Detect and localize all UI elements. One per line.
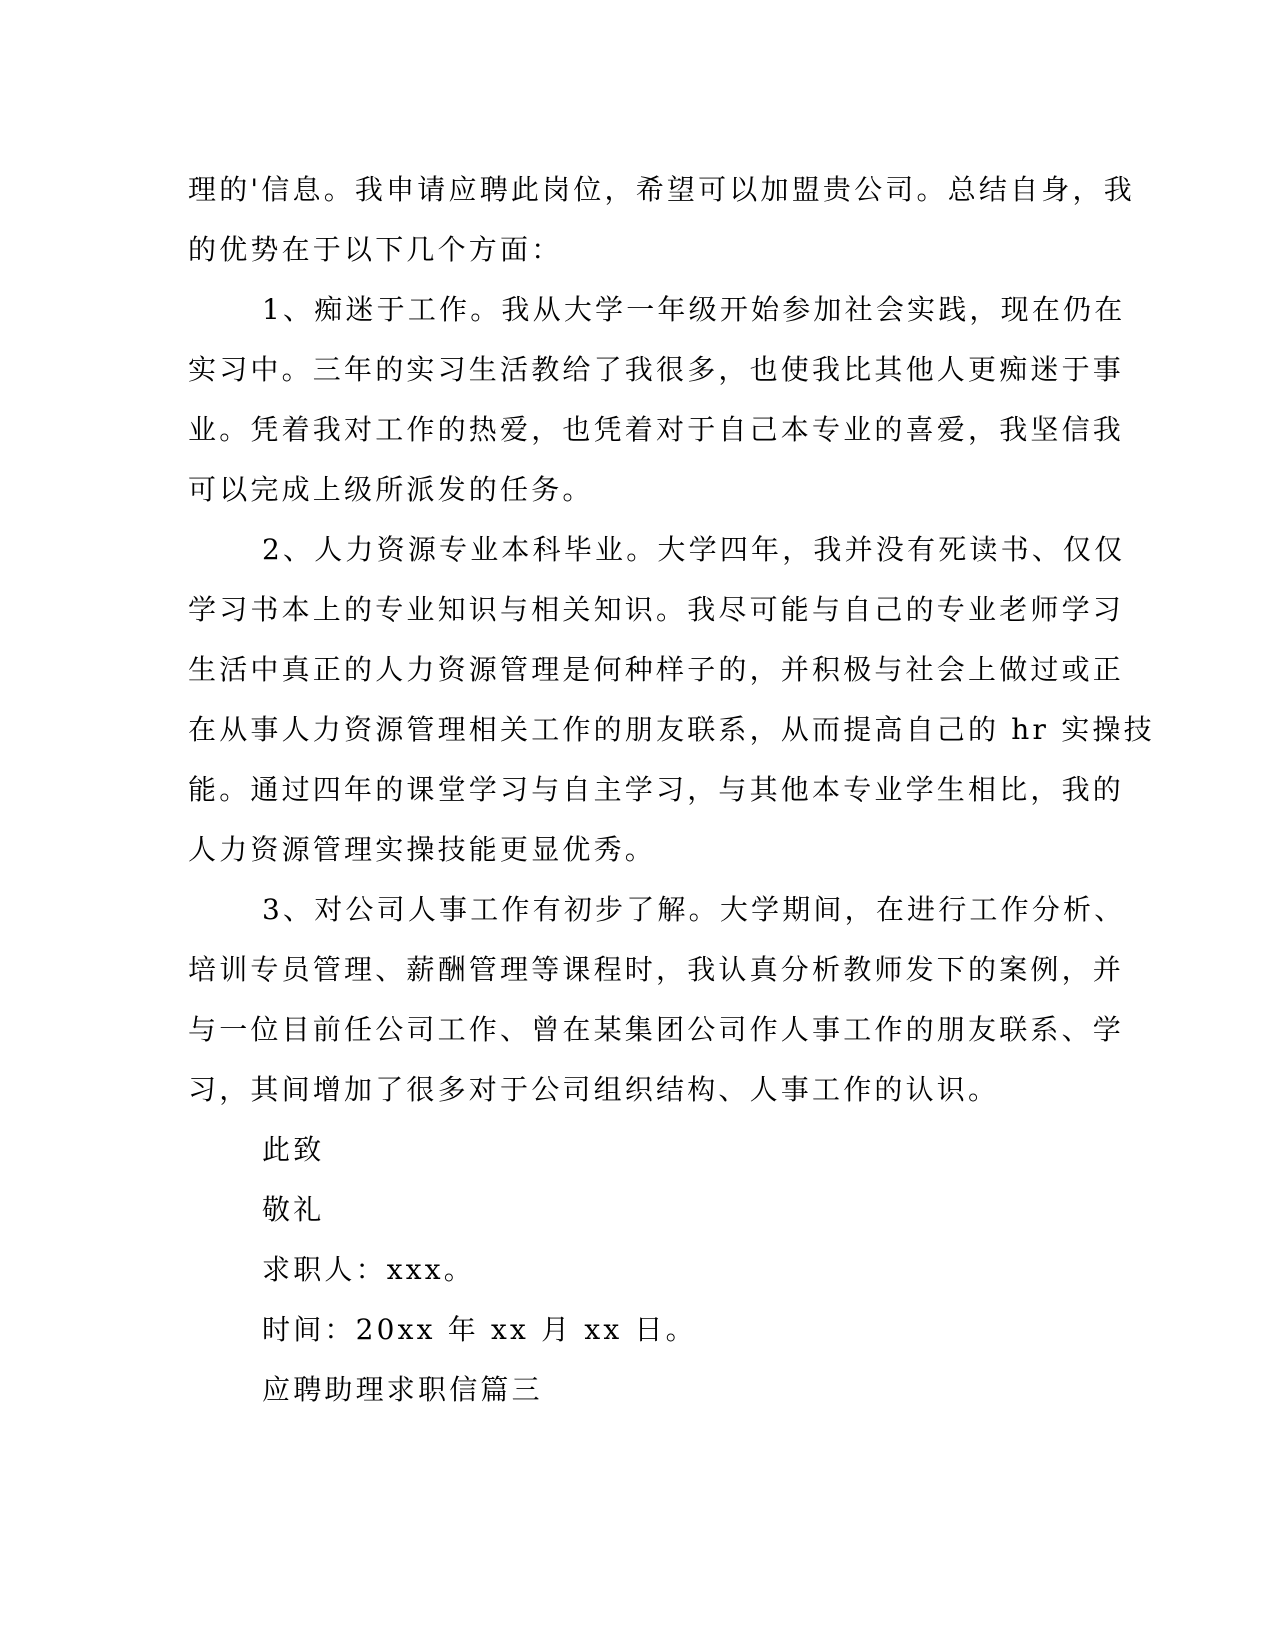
text-line: 业。凭着我对工作的热爱，也凭着对于自己本专业的喜爱，我坚信我 xyxy=(188,413,1125,446)
applicant-name: 求职人：xxx。 xyxy=(262,1253,475,1286)
text-line: 学习书本上的专业知识与相关知识。我尽可能与自己的专业老师学习 xyxy=(188,593,1125,626)
closing-regards: 敬礼 xyxy=(262,1193,325,1226)
paragraph-point-2 xyxy=(188,520,1155,880)
text-line: 理的'信息。我申请应聘此岗位，希望可以加盟贵公司。总结自身，我 xyxy=(188,173,1135,206)
paragraph-intro xyxy=(188,160,1135,280)
text-line: 在从事人力资源管理相关工作的朋友联系，从而提高自己的 hr 实操技 xyxy=(188,713,1155,746)
text-line: 培训专员管理、薪酬管理等课程时，我认真分析教师发下的案例，并 xyxy=(188,953,1125,986)
text-line: 2、人力资源专业本科毕业。大学四年，我并没有死读书、仅仅 xyxy=(262,533,1126,566)
text-line: 可以完成上级所派发的任务。 xyxy=(188,473,594,506)
text-line: 3、对公司人事工作有初步了解。大学期间，在进行工作分析、 xyxy=(262,893,1126,926)
text-line: 生活中真正的人力资源管理是何种样子的，并积极与社会上做过或正 xyxy=(188,653,1125,686)
text-line: 与一位目前任公司工作、曾在某集团公司作人事工作的朋友联系、学 xyxy=(188,1013,1125,1046)
text-line: 的优势在于以下几个方面： xyxy=(188,233,563,266)
text-line: 习，其间增加了很多对于公司组织结构、人事工作的认识。 xyxy=(188,1073,1000,1106)
text-line: 实习中。三年的实习生活教给了我很多，也使我比其他人更痴迷于事 xyxy=(188,353,1125,386)
paragraph-point-3 xyxy=(188,880,1126,1120)
closing-salutation: 此致 xyxy=(262,1133,325,1166)
text-line: 人力资源管理实操技能更显优秀。 xyxy=(188,833,657,866)
next-section-heading: 应聘助理求职信篇三 xyxy=(262,1373,543,1406)
text-line: 1、痴迷于工作。我从大学一年级开始参加社会实践，现在仍在 xyxy=(262,293,1126,326)
letter-date: 时间：20xx 年 xx 月 xx 日。 xyxy=(262,1313,697,1346)
text-line: 能。通过四年的课堂学习与自主学习，与其他本专业学生相比，我的 xyxy=(188,773,1125,806)
paragraph-point-1 xyxy=(188,280,1126,520)
document-body xyxy=(188,160,1155,1420)
